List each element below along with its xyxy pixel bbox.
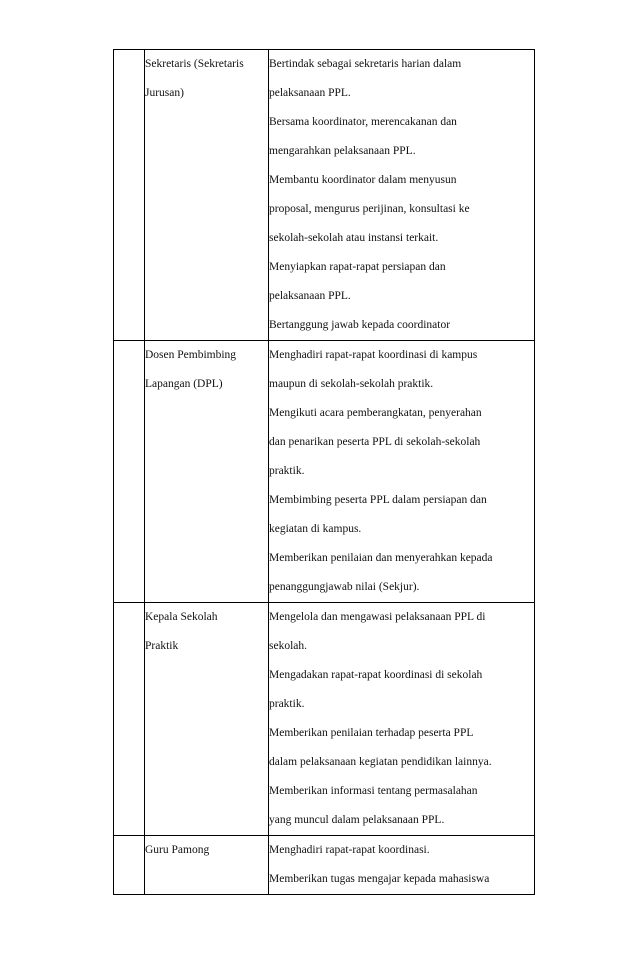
duty-cell bbox=[269, 341, 535, 603]
duty-text: maupun di sekolah-sekolah praktik. bbox=[269, 378, 434, 390]
role-cell bbox=[145, 341, 269, 603]
duty-cell bbox=[269, 836, 535, 895]
duty-text: proposal, mengurus perijinan, konsultasi ke bbox=[269, 203, 470, 215]
duty-text: Memberikan tugas mengajar kepada mahasiswa bbox=[269, 873, 490, 885]
duty-text: penanggungjawab nilai (Sekjur). bbox=[269, 581, 420, 593]
role-text: Kepala Sekolah bbox=[145, 611, 218, 623]
duty-text: Bersama koordinator, merencakanan dan bbox=[269, 116, 457, 128]
duty-text: Memberikan penilaian terhadap peserta PPL bbox=[269, 727, 474, 739]
table-row bbox=[114, 836, 535, 895]
duty-text: Mengadakan rapat-rapat koordinasi di sekolah bbox=[269, 669, 483, 681]
duty-text: sekolah. bbox=[269, 640, 308, 652]
duty-cell bbox=[269, 603, 535, 836]
number-cell bbox=[114, 50, 145, 341]
duty-text: praktik. bbox=[269, 698, 305, 710]
duty-text: sekolah-sekolah atau instansi terkait. bbox=[269, 232, 439, 244]
duty-text: Mengelola dan mengawasi pelaksanaan PPL di bbox=[269, 611, 486, 623]
role-text: Jurusan) bbox=[145, 87, 184, 99]
duty-text: dan penarikan peserta PPL di sekolah-sekolah bbox=[269, 436, 481, 448]
duty-text: praktik. bbox=[269, 465, 305, 477]
duty-text: pelaksanaan PPL. bbox=[269, 290, 351, 302]
duty-cell bbox=[269, 50, 535, 341]
duty-text: Menghadiri rapat-rapat koordinasi di kampus bbox=[269, 349, 478, 361]
table-row bbox=[114, 603, 535, 836]
duty-text: Bertanggung jawab kepada coordinator bbox=[269, 319, 451, 331]
table-row bbox=[114, 50, 535, 341]
role-cell bbox=[145, 50, 269, 341]
duty-text: dalam pelaksanaan kegiatan pendidikan lainnya. bbox=[269, 756, 492, 768]
duty-text: Memberikan penilaian dan menyerahkan kepada bbox=[269, 552, 493, 564]
duty-text: yang muncul dalam pelaksanaan PPL. bbox=[269, 814, 445, 826]
number-cell bbox=[114, 836, 145, 895]
duty-text: Mengikuti acara pemberangkatan, penyerahan bbox=[269, 407, 482, 419]
duty-text: Menyiapkan rapat-rapat persiapan dan bbox=[269, 261, 446, 273]
number-cell bbox=[114, 603, 145, 836]
duty-text: Membimbing peserta PPL dalam persiapan dan bbox=[269, 494, 487, 506]
duty-text: Memberikan informasi tentang permasalahan bbox=[269, 785, 478, 797]
role-cell bbox=[145, 836, 269, 895]
role-text: Lapangan (DPL) bbox=[145, 378, 223, 390]
duty-text: mengarahkan pelaksanaan PPL. bbox=[269, 145, 416, 157]
number-cell bbox=[114, 341, 145, 603]
role-text: Sekretaris (Sekretaris bbox=[145, 58, 244, 70]
role-cell bbox=[145, 603, 269, 836]
roles-table bbox=[113, 49, 535, 895]
duty-text: kegiatan di kampus. bbox=[269, 523, 362, 535]
duty-text: Membantu koordinator dalam menyusun bbox=[269, 174, 457, 186]
duty-text: Menghadiri rapat-rapat koordinasi. bbox=[269, 844, 430, 856]
table-row bbox=[114, 341, 535, 603]
duty-text: pelaksanaan PPL. bbox=[269, 87, 351, 99]
role-text: Praktik bbox=[145, 640, 179, 652]
role-text: Guru Pamong bbox=[145, 844, 210, 856]
duty-text: Bertindak sebagai sekretaris harian dalam bbox=[269, 58, 462, 70]
role-text: Dosen Pembimbing bbox=[145, 349, 237, 361]
